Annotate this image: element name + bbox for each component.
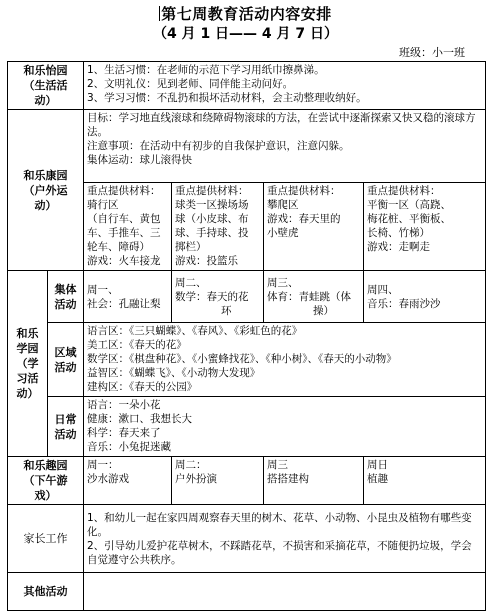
area-activity-content: 语言区：《三只蝴蝶》、《春风》、《彩虹色的花》 美工区：《春天的花》 数学区：《棋盘种花》、《小蜜蜂找花》、《种小树》、《春天的小动物》 益智区：《蝴蝶飞》、《小动物大发现》 建构区：《春天的公园》 (84, 323, 486, 397)
zone-cell-1: 重点提供材料： 骑行区 （自行车、黄包 车、手推车、三 轮车、障碍） 游戏：火车接龙 (84, 183, 172, 271)
fun-day-cell: 周一： 沙水游戏 (84, 457, 172, 505)
fun-row (8, 457, 486, 505)
health-goal-text: 目标：学习地直线滚球和绕障碍物滚球的方法，在尝试中逐渐探索又快又稳的滚球方法。 (87, 112, 476, 138)
class-name: 小一班 (432, 46, 465, 59)
health-goal (84, 110, 486, 183)
schedule-table (7, 61, 486, 611)
area-activity-label: 区域 活动 (48, 323, 84, 397)
fun-day-cell: 周三 搭搭建构 (264, 457, 364, 505)
life-section-label: 和乐怡园 （生活活 动） (8, 62, 84, 110)
life-line: 1、生活习惯：在老师的示范下学习用纸巾擦鼻涕。 (87, 64, 325, 76)
daily-activity-label: 日常 活动 (48, 397, 84, 457)
life-line: 2、文明礼仪：见到老师、同伴能主动问好。 (87, 78, 294, 90)
class-line (399, 44, 465, 60)
health-section-label: 和乐康园 （户外运 动） (8, 110, 84, 271)
group-activity-label: 集体 活动 (48, 271, 84, 323)
page-title (0, 3, 491, 24)
zone-cell-2: 重点提供材料： 球类一区操场场 球（小皮球、布 球、手持球、投 掷栏） 游戏：投篮乐 (172, 183, 264, 271)
group-day-cell: 周二、 数学：春天的花 环 (172, 271, 264, 323)
fun-day-cell: 周日 植趣 (364, 457, 486, 505)
date-range: （4 月 1 日—— 4 月 7 日） (152, 26, 339, 42)
parents-row (8, 505, 486, 573)
class-label: 班级： (399, 46, 432, 59)
life-content (84, 62, 486, 110)
health-goal-row (8, 110, 486, 183)
health-note: 注意事项：在活动中有初步的自我保护意识，注意闪躲。 (87, 140, 350, 152)
other-label: 其他活动 (8, 573, 84, 611)
other-content (84, 573, 486, 611)
fun-day-cell: 周二： 户外扮演 (172, 457, 264, 505)
parents-label: 家长工作 (8, 505, 84, 573)
group-day-cell: 周四、 音乐：春雨沙沙 (364, 271, 486, 323)
learning-daily-row (8, 397, 486, 457)
fun-section-label: 和乐趣园 （下午游 戏） (8, 457, 84, 505)
daily-activity-content: 语言：一朵小花 健康：漱口、我想长大 科学：春天来了 音乐：小兔捉迷藏 (84, 397, 486, 457)
parents-content: 1、和幼儿一起在家四周观察春天里的树木、花草、小动物、小昆虫及植物有哪些变化。 2、引导幼儿爱护花草树木，不踩踏花草，不损害和采摘花草，不随便扔垃圾，学会自觉遵守公共秩序。 (84, 505, 486, 573)
life-line: 3、学习习惯：不乱扔和损坏活动材料，会主动整理收纳好。 (87, 92, 367, 104)
health-group: 集体运动：球儿滚得快 (87, 154, 192, 166)
life-row (8, 62, 486, 110)
learning-group-row (8, 271, 486, 323)
group-day-cell: 周一、 社会：孔融让梨 (84, 271, 172, 323)
zone-cell-4: 重点提供材料： 平衡一区（高跷、 梅花桩、平衡板、 长椅、竹梯） 游戏：走啊走 (364, 183, 486, 271)
learning-section-label: 和乐 学园 （学 习活 动） (8, 271, 48, 457)
group-day-cell: 周三、 体育：青蛙跳（体 操） (264, 271, 364, 323)
other-row (8, 573, 486, 611)
zone-cell-3: 重点提供材料： 攀爬区 游戏：春天里的 小壁虎 (264, 183, 364, 271)
learning-area-row (8, 323, 486, 397)
title-text: 第七周教育活动内容安排 (161, 5, 332, 23)
